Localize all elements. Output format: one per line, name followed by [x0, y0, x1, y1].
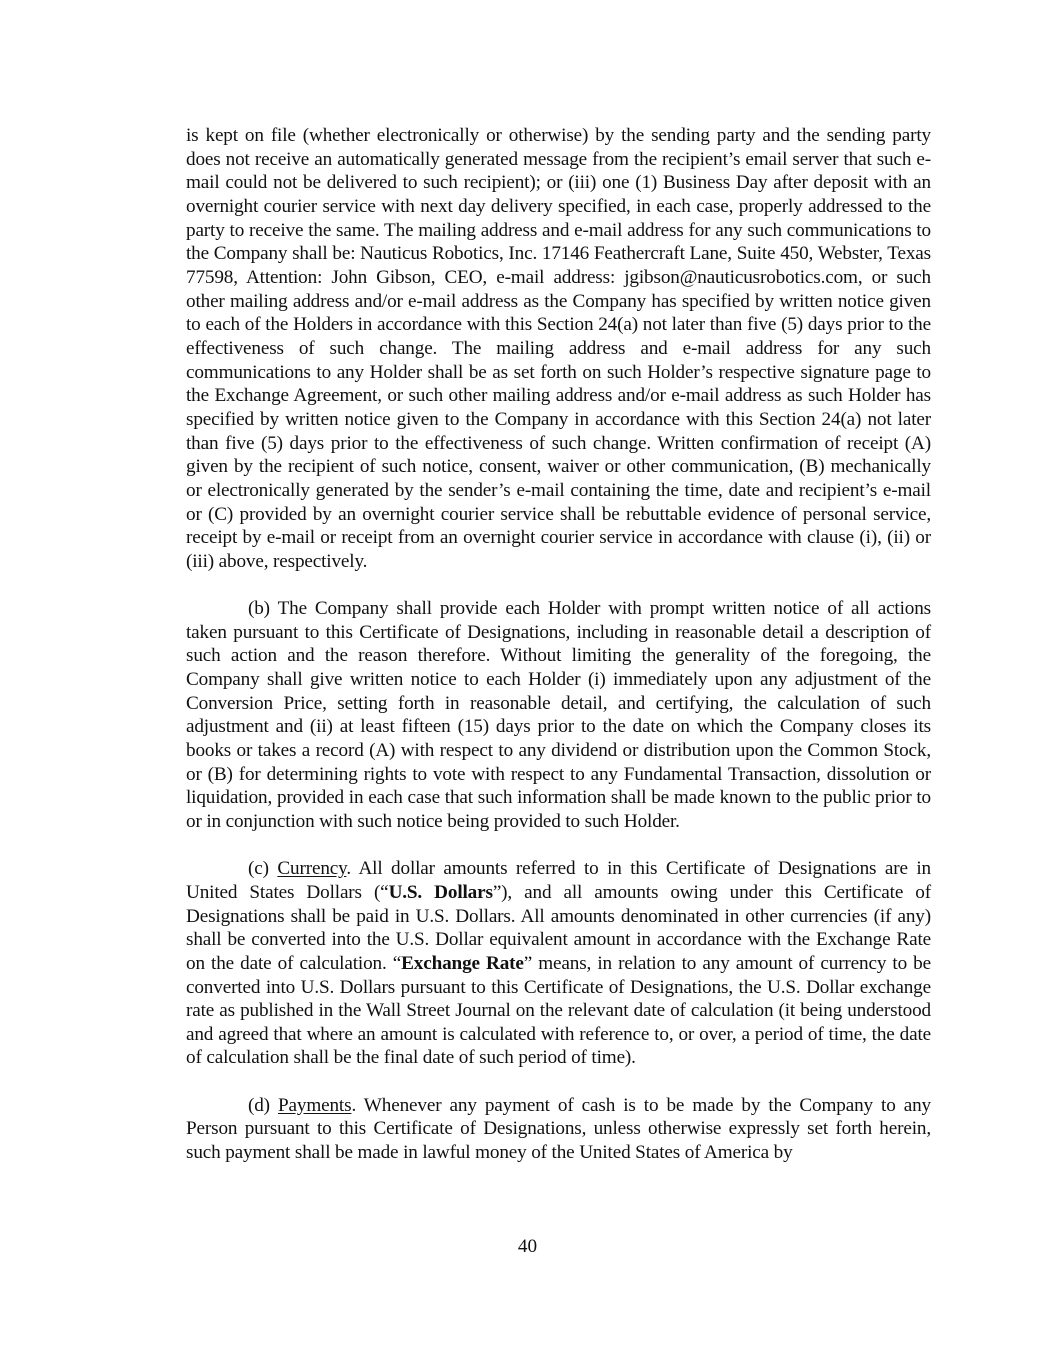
- section-heading-currency: Currency: [277, 858, 347, 880]
- section-body: . Whenever any payment of cash is to be made by the Company to any Person pursuant to this Certificate of Designations, unless otherwise expressly set forth herein, such payment shall be made in lawful money of the United States of America by: [186, 1094, 931, 1164]
- page-number: 40: [517, 1236, 538, 1257]
- section-body-part: ”), and all amounts owing under this Certificate of Designations shall be paid in U.S. Dollars. All amounts denominated in other currencies (if any) shall be converted into the U.S. Dollar equivalent amount in accordance with the Exchange Rate on the date of calculation. “: [186, 881, 931, 974]
- section-body: The Company shall provide each Holder with prompt written notice of all actions taken pursuant to this Certificate of Designations, including in reasonable detail a description of such action and the reason therefore. Without limiting the generality of the foregoing, the Company shall give written notice to each Holder (i) immediately upon any adjustment of the Conversion Price, setting forth in reasonable detail, and certifying, the calculation of such adjustment and (ii) at least fifteen (15) days prior to the date on which the Company closes its books or takes a record (A) with respect to any dividend or distribution upon the Common Stock, or (B) for determining rights to vote with respect to any Fundamental Transaction, dissolution or liquidation, provided in each case that such information shall be made known to the public prior to or in conjunction with such notice being provided to such Holder.: [186, 598, 931, 832]
- paragraph-notice-continuation: is kept on file (whether electronically or otherwise) by the sending party and the sending party does not receive an automatically generated message from the recipient’s email server that such e-mail could not be delivered to such recipient); or (iii) one (1) Business Day after deposit with an overnight courier service with next day delivery specified, in each case, properly addressed to the party to receive the same. The mailing address and e-mail address for any such communications to the Company shall be: Nauticus Robotics, Inc. 17146 Feathercraft Lane, Suite 450, Webster, Texas 77598, Attention: John Gibson, CEO, e-mail address: jgibson@nauticusrobotics.com, or such other mailing address and/or e-mail address as the Company has specified by written notice given to each of the Holders in accordance with this Section 24(a) not later than five (5) days prior to the effectiveness of such change. The mailing address and e-mail address for any such communications to any Holder shall be as set forth on such Holder’s respective signature page to the Exchange Agreement, or such other mailing address and/or e-mail address as such Holder has specified by written notice given to the Company in accordance with this Section 24(a) not later than five (5) days prior to the effectiveness of such change. Written confirmation of receipt (A) given by the recipient of such notice, consent, waiver or other communication, (B) mechanically or electronically generated by the sender’s e-mail containing the time, date and recipient’s e-mail or (C) provided by an overnight courier service shall be rebuttable evidence of personal service, receipt by e-mail or receipt from an overnight courier service in accordance with clause (i), (ii) or (iii) above, respectively.: [186, 125, 931, 572]
- paragraph-section-c-currency: [186, 857, 931, 1070]
- defined-term-exchange-rate: Exchange Rate: [401, 952, 524, 974]
- section-body-part: ” means, in relation to any amount of currency to be converted into U.S. Dollars pursuant to this Certificate of Designations, the U.S. Dollar exchange rate as published in the Wall Street Journal on the relevant date of calculation (it being understood and agreed that where an amount is calculated with reference to, or over, a period of time, the date of calculation shall be the final date of such period of time).: [186, 952, 931, 1069]
- document-page: [186, 124, 931, 1165]
- paragraph-section-b: [186, 597, 931, 834]
- defined-term-us-dollars: U.S. Dollars: [388, 881, 493, 903]
- section-label: (c): [248, 858, 269, 880]
- section-label: (b): [248, 598, 270, 620]
- paragraph-section-d-payments: [186, 1094, 931, 1165]
- section-heading-payments: Payments: [278, 1094, 352, 1116]
- section-body-part: . All dollar amounts referred to in this Certificate of Designations are in United States Dollars (“: [186, 858, 931, 903]
- section-label: (d): [248, 1094, 270, 1116]
